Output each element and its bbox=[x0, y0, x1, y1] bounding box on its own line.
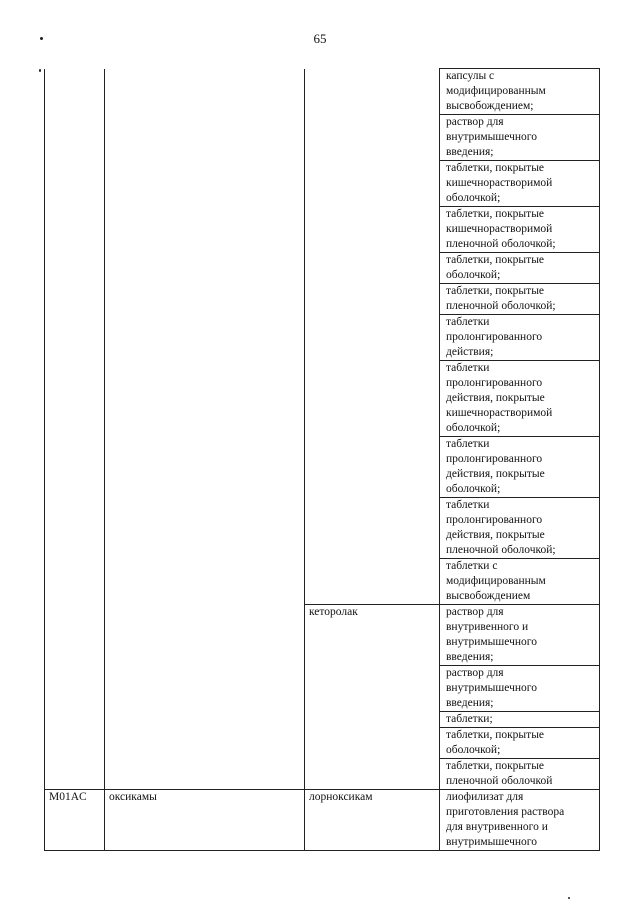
dosage-form-cell: таблетки пролонгированного действия; bbox=[440, 315, 600, 361]
code-cell bbox=[45, 69, 105, 790]
dosage-form-cell: таблетки с модифицированным высвобождением bbox=[440, 559, 600, 605]
drug-cell bbox=[305, 69, 440, 605]
dosage-form-cell: капсулы с модифицированным высвобождением; bbox=[440, 69, 600, 115]
drug-name-cell: кеторолак bbox=[305, 605, 440, 790]
dosage-form-cell: таблетки, покрытые оболочкой; bbox=[440, 253, 600, 284]
dosage-form-cell: таблетки пролонгированного действия, покрытые кишечнорастворимой оболочкой; bbox=[440, 361, 600, 437]
drug-table bbox=[44, 68, 600, 851]
table-row bbox=[45, 69, 600, 115]
dosage-form-cell: таблетки; bbox=[440, 712, 600, 728]
dosage-form-cell: таблетки, покрытые пленочной оболочкой bbox=[440, 759, 600, 790]
dosage-form-cell: таблетки, покрытые кишечнорастворимой оболочкой; bbox=[440, 161, 600, 207]
dosage-form-cell: раствор для внутримышечного введения; bbox=[440, 666, 600, 712]
dosage-form-cell: раствор для внутривенного и внутримышечного введения; bbox=[440, 605, 600, 666]
dosage-form-cell: раствор для внутримышечного введения; bbox=[440, 115, 600, 161]
dosage-form-cell: таблетки, покрытые пленочной оболочкой; bbox=[440, 284, 600, 315]
dosage-form-cell: таблетки, покрытые кишечнорастворимой пленочной оболочкой; bbox=[440, 207, 600, 253]
table-row bbox=[45, 790, 600, 851]
group-cell bbox=[105, 69, 305, 790]
dosage-form-cell: таблетки, покрытые оболочкой; bbox=[440, 728, 600, 759]
drug-name-cell: лорноксикам bbox=[305, 790, 440, 851]
scan-speck bbox=[39, 69, 41, 72]
dosage-form-cell: таблетки пролонгированного действия, покрытые пленочной оболочкой; bbox=[440, 498, 600, 559]
group-name-cell: оксикамы bbox=[105, 790, 305, 851]
dosage-form-cell: таблетки пролонгированного действия, покрытые оболочкой; bbox=[440, 437, 600, 498]
scan-speck bbox=[568, 897, 570, 899]
dosage-form-cell: лиофилизат для приготовления раствора для внутривенного и внутримышечного bbox=[440, 790, 600, 851]
page-number: 65 bbox=[313, 31, 327, 46]
atc-code-cell: M01AC bbox=[45, 790, 105, 851]
